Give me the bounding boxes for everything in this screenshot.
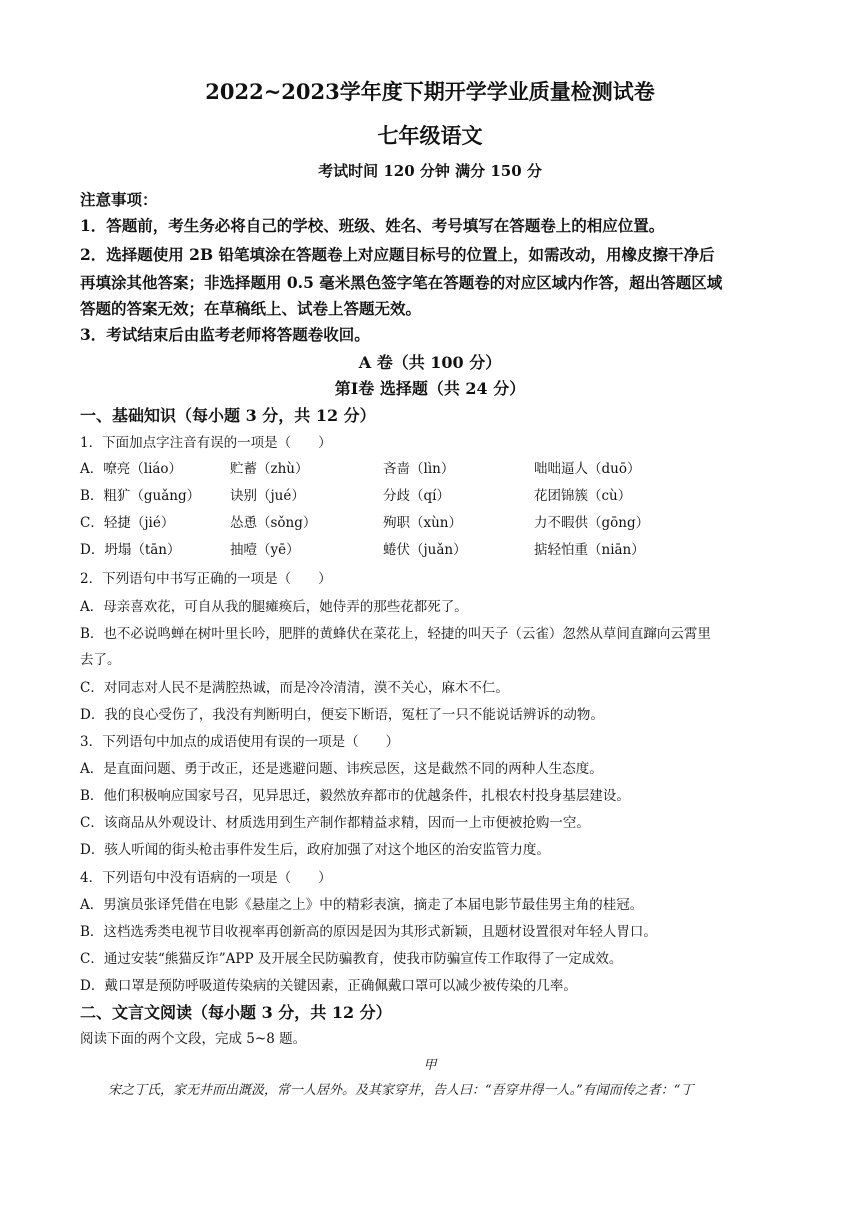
q3-option-d: D．骇人听闻的街头枪击事件发生后，政府加强了对这个地区的治安监管力度。 <box>80 842 550 858</box>
q1-a-1: A．嘹亮（liáo） <box>80 461 183 477</box>
q1-a-4: 咄咄逼人（duō） <box>534 461 641 477</box>
note-item: 1．答题前，考生务必将自己的学校、班级、姓名、考号填写在答题卷上的相应位置。 <box>80 216 665 235</box>
passage-label: 甲 <box>423 1058 437 1073</box>
part1-title: 第Ⅰ卷 选择题（共 24 分） <box>334 379 526 398</box>
q3-option-c: C．该商品从外观设计、材质选用到生产制作都精益求精，因而一上市便被抢购一空。 <box>80 815 590 831</box>
q1-b-1: B．粗犷（guǎng） <box>80 488 201 504</box>
q4-stem: 4．下列语句中没有语病的一项是（ ） <box>80 870 332 886</box>
notes-heading: 注意事项： <box>80 190 158 209</box>
subject-title: 七年级语文 <box>377 123 483 148</box>
q1-d-4: 掂轻怕重（niān） <box>534 542 645 558</box>
q1-c-2: 怂恿（sǒng） <box>230 515 317 531</box>
q2-option-b-cont: 去了。 <box>80 652 121 668</box>
q1-stem: 1．下面加点字注音有误的一项是（ ） <box>80 435 332 451</box>
q1-a-3: 吝啬（lìn） <box>383 461 455 477</box>
q1-d-1: D．坍塌（tān） <box>80 542 181 558</box>
q4-option-c: C．通过安装“熊猫反诈”APP 及开展全民防骗教育，使我市防骗宣传工作取得了一定成效。 <box>80 951 623 967</box>
exam-title: 2022~2023学年度下期开学学业质量检测试卷 <box>205 79 655 104</box>
q4-option-d: D．戴口罩是预防呼吸道传染病的关键因素，正确佩戴口罩可以减少被传染的几率。 <box>80 978 577 994</box>
q2-option-b: B．也不必说鸣蝉在树叶里长吟，肥胖的黄蜂伏在菜花上，轻捷的叫天子（云雀）忽然从草间直蹿向云霄里 <box>80 626 711 642</box>
exam-info: 考试时间 120 分钟 满分 150 分 <box>318 162 542 180</box>
q1-c-3: 殉职（xùn） <box>383 515 463 531</box>
q1-d-2: 抽噎（yē） <box>230 542 300 558</box>
q3-option-b: B．他们积极响应国家号召，见异思迁，毅然放弃都市的优越条件，扎根农村投身基层建设。 <box>80 788 630 804</box>
q4-option-a: A．男演员张译凭借在电影《悬崖之上》中的精彩表演，摘走了本届电影节最佳男主角的桂冠。 <box>80 897 644 913</box>
q2-option-c: C．对同志对人民不是满腔热诚，而是冷冷清清，漠不关心，麻木不仁。 <box>80 680 509 696</box>
q3-option-a: A．是直面问题、勇于改正，还是逃避问题、讳疾忌医，这是截然不同的两种人生态度。 <box>80 761 603 777</box>
note-item: 答题的答案无效；在草稿纸上、试卷上答题无效。 <box>80 299 422 318</box>
q1-c-1: C．轻捷（jié） <box>80 515 175 531</box>
q1-b-4: 花团锦簇（cù） <box>534 488 632 504</box>
section1-heading: 一、基础知识（每小题 3 分，共 12 分） <box>80 406 376 425</box>
q1-b-3: 分歧（qí） <box>383 488 450 504</box>
section2-heading: 二、文言文阅读（每小题 3 分，共 12 分） <box>80 1003 392 1022</box>
volume-a-title: A 卷（共 100 分） <box>358 353 502 372</box>
note-item: 3．考试结束后由监考老师将答题卷收回。 <box>80 325 370 344</box>
q2-option-d: D．我的良心受伤了，我没有判断明白，便妄下断语，冤枉了一只不能说话辨诉的动物。 <box>80 707 604 723</box>
q4-option-b: B．这档选秀类电视节目收视率再创新高的原因是因为其形式新颖，且题材设置很对年轻人胃口。 <box>80 924 657 940</box>
q2-option-a: A．母亲喜欢花，可自从我的腿瘫痪后，她侍弄的那些花都死了。 <box>80 599 468 615</box>
note-item: 2．选择题使用 2B 铅笔填涂在答题卷上对应题目标号的位置上，如需改动，用橡皮擦干净后 <box>80 245 715 264</box>
note-item: 再填涂其他答案；非选择题用 0.5 毫米黑色签字笔在答题卷的对应区域内作答，超出答题区域 <box>80 273 723 292</box>
passage-text: 宋之丁氏，家无井而出溉汲，常一人居外。及其家穿井，告人曰：“吾穿井得一人。”有闻而传之者：“丁 <box>108 1083 694 1098</box>
q1-b-2: 诀别（jué） <box>230 488 305 504</box>
q1-d-3: 蜷伏（juǎn） <box>383 542 467 558</box>
q2-stem: 2．下列语句中书写正确的一项是（ ） <box>80 571 332 587</box>
section2-intro: 阅读下面的两个文段，完成 5~8 题。 <box>80 1031 307 1047</box>
q3-stem: 3．下列语句中加点的成语使用有误的一项是（ ） <box>80 734 400 750</box>
q1-a-2: 贮蓄（zhù） <box>230 461 309 477</box>
q1-c-4: 力不暇供（gōng） <box>534 515 650 531</box>
